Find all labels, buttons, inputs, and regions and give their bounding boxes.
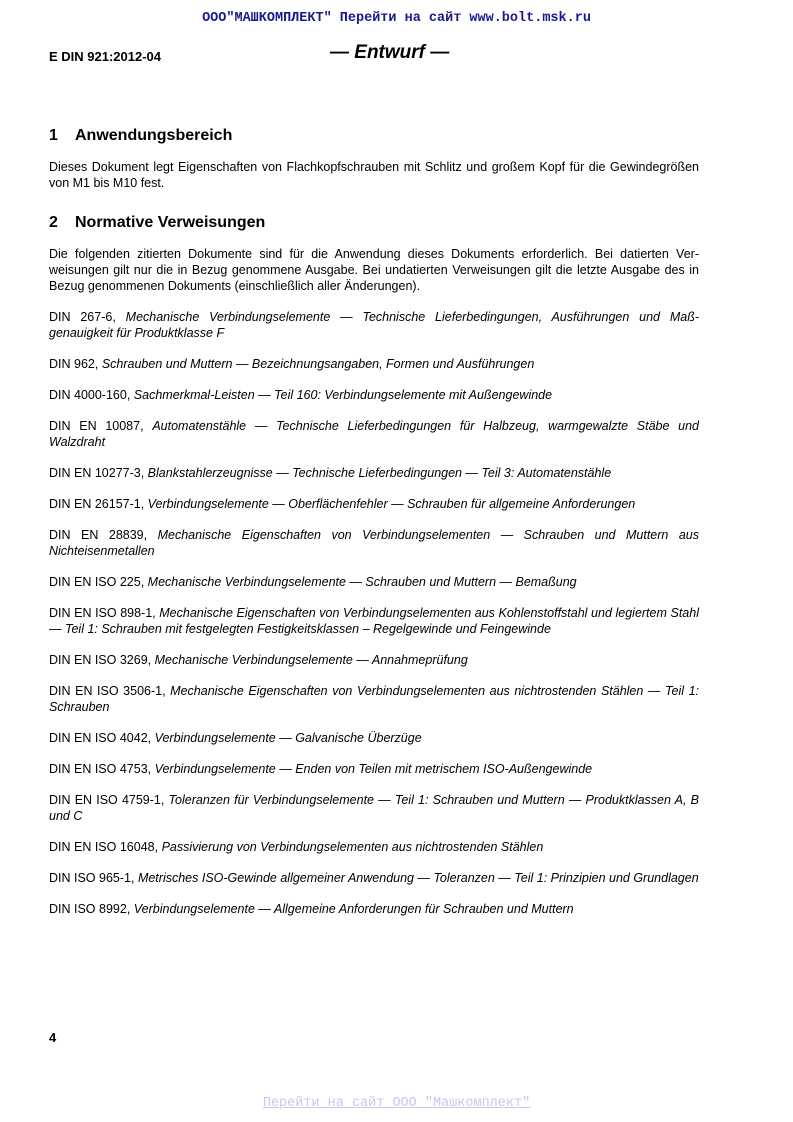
reference-code: DIN EN ISO 225, — [49, 575, 145, 589]
reference-title: Mechanische Verbindungselemente — Schrauben und Muttern — Bemaßung — [147, 575, 577, 589]
reference-item — [49, 870, 699, 886]
reference-title: Automatenstähle — Technische Lieferbedingungen für Halbzeug, warmgewalzte Stäbe und Walzdraht — [49, 419, 700, 449]
reference-title: Toleranzen für Verbindungselemente — Teil 1: Schrauben und Muttern — Produktklassen A, B und C — [49, 793, 699, 823]
reference-item — [49, 730, 699, 746]
reference-title: Verbindungselemente — Enden von Teilen mit metrischem ISO-Außengewinde — [154, 762, 593, 776]
reference-title: Verbindungselemente — Galvanische Überzüge — [154, 731, 422, 745]
reference-item — [49, 574, 699, 590]
document-body — [49, 127, 699, 932]
reference-item — [49, 839, 699, 855]
reference-code: DIN EN 26157-1, — [49, 497, 145, 511]
reference-code: DIN EN 10087, — [49, 419, 144, 433]
reference-item — [49, 527, 699, 559]
section-1-number: 1 — [49, 127, 58, 144]
reference-code: DIN EN ISO 3269, — [49, 653, 152, 667]
reference-item — [49, 792, 699, 824]
reference-item — [49, 418, 699, 450]
site-banner-link[interactable]: ООО"МАШКОМПЛЕКТ" Перейти на сайт www.bolt.msk.ru — [202, 11, 591, 26]
section-2-title: Normative Verweisungen — [75, 214, 266, 231]
reference-code: DIN EN ISO 16048, — [49, 840, 159, 854]
reference-list — [49, 309, 699, 917]
reference-code: DIN EN ISO 3506-1, — [49, 684, 166, 698]
reference-item — [49, 901, 699, 917]
reference-item — [49, 465, 699, 481]
reference-title: Mechanische Verbindungselemente — Technische Lieferbedingungen, Ausführungen und Maßgenauigkeit für Produktklasse F — [49, 310, 699, 340]
section-2-number: 2 — [49, 214, 58, 231]
reference-item — [49, 387, 699, 403]
reference-code: DIN EN ISO 4753, — [49, 762, 152, 776]
reference-code: DIN 962, — [49, 357, 99, 371]
reference-code: DIN 267-6, — [49, 310, 116, 324]
reference-title: Mechanische Eigenschaften von Verbindungselementen aus Kohlenstoffstahl und legiertem Stahl — Teil 1: Schrauben mit festgelegten Festigkeitsklassen – Regelgewinde und Feingewinde — [49, 606, 699, 636]
page-number: 4 — [49, 1030, 57, 1045]
reference-title: Mechanische Eigenschaften von Verbindungselementen aus nichtrostenden Stählen — Teil 1: Schrauben — [49, 684, 699, 714]
reference-code: DIN EN ISO 4759-1, — [49, 793, 165, 807]
reference-title: Blankstahlerzeugnisse — Technische Lieferbedingungen — Teil 3: Automatenstähle — [147, 466, 612, 480]
reference-code: DIN EN 10277-3, — [49, 466, 145, 480]
reference-title: Schrauben und Muttern — Bezeichnungsangaben, Formen und Ausführungen — [101, 357, 535, 371]
reference-item — [49, 605, 699, 637]
reference-title: Verbindungselemente — Allgemeine Anforderungen für Schrauben und Muttern — [133, 902, 574, 916]
section-1-heading — [49, 127, 699, 145]
reference-title: Sachmerkmal-Leisten — Teil 160: Verbindungselemente mit Außengewinde — [133, 388, 553, 402]
reference-item — [49, 652, 699, 668]
reference-code: DIN ISO 8992, — [49, 902, 131, 916]
reference-item — [49, 761, 699, 777]
section-2-heading — [49, 214, 699, 232]
reference-item — [49, 683, 699, 715]
section-1-text: Dieses Dokument legt Eigenschaften von Flachkopfschrauben mit Schlitz und großem Kopf für die Gewindegrößen von M1 bis M10 fest. — [49, 160, 699, 190]
section-1-title: Anwendungsbereich — [75, 127, 233, 144]
reference-code: DIN EN ISO 4042, — [49, 731, 152, 745]
reference-code: DIN EN ISO 898-1, — [49, 606, 156, 620]
reference-code: DIN ISO 965-1, — [49, 871, 135, 885]
reference-code: DIN EN 28839, — [49, 528, 148, 542]
reference-item — [49, 309, 699, 341]
reference-code: DIN 4000-160, — [49, 388, 131, 402]
reference-title: Mechanische Verbindungselemente — Annahmeprüfung — [154, 653, 468, 667]
footer-site-link[interactable]: Перейти на сайт ООО "Машкомплект" — [262, 1096, 531, 1111]
reference-item — [49, 356, 699, 372]
reference-item — [49, 496, 699, 512]
section-2-intro: Die folgenden zitierten Dokumente sind für die Anwendung dieses Dokuments erforderlich. Bei datierten Verweisungen gilt nur die in Bezug genommene Ausgabe. Bei undatierten Verweisungen gilt die letzte Ausgabe des in Bezug genommenen Dokuments (einschließlich aller Änderungen). — [49, 247, 699, 293]
reference-title: Passivierung von Verbindungselementen aus nichtrostenden Stählen — [161, 840, 544, 854]
reference-title: Verbindungselemente — Oberflächenfehler — Schrauben für allgemeine Anforderungen — [147, 497, 636, 511]
draft-label: — Entwurf — — [330, 42, 450, 63]
reference-title: Metrisches ISO-Gewinde allgemeiner Anwendung — Toleranzen — Teil 1: Prinzipien und Grundlagen — [137, 871, 699, 885]
document-id: E DIN 921:2012-04 — [49, 49, 162, 64]
reference-title: Mechanische Eigenschaften von Verbindungselementen — Schrauben und Muttern aus Nichteisenmetallen — [49, 528, 699, 558]
